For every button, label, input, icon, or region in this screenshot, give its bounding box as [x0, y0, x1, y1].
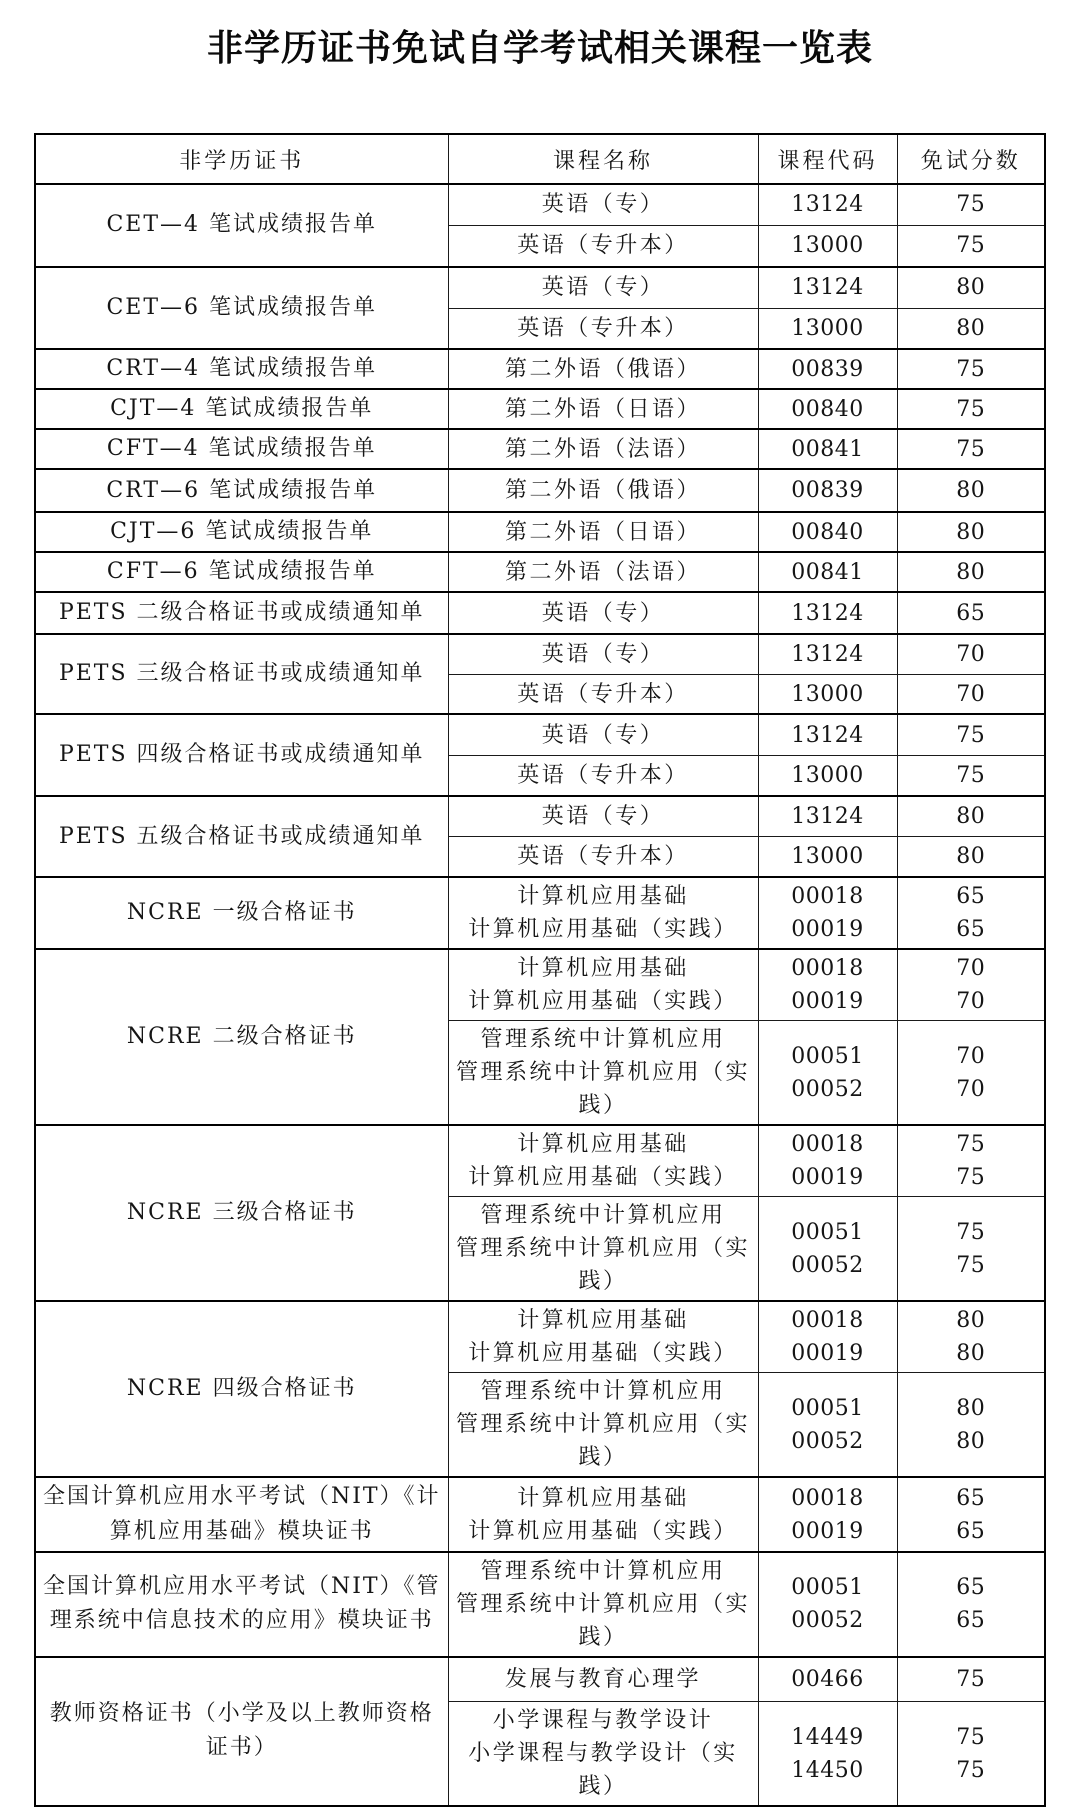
- course-name: 第二外语（法语）: [504, 559, 701, 585]
- course-name-cell: [448, 552, 758, 592]
- course-name-cell: [448, 755, 758, 796]
- course-code: 00018: [791, 884, 864, 910]
- course-code: 13000: [791, 681, 864, 707]
- exempt-score-cell: [897, 674, 1045, 714]
- course-name: 第二外语（法语）: [504, 436, 701, 462]
- course-code: 14449: [791, 1724, 864, 1750]
- course-name: 计算机应用基础: [517, 884, 689, 910]
- exempt-score-cell: [897, 877, 1045, 949]
- course-name: 小学课程与教学设计（实践）: [468, 1741, 738, 1800]
- course-code: 13000: [791, 763, 864, 789]
- table-row: [35, 877, 1045, 949]
- certificate-cell: 教师资格证书（小学及以上教师资格证书）: [35, 1657, 448, 1807]
- course-code-cell: [758, 796, 897, 836]
- exempt-score: 70: [956, 1043, 986, 1069]
- certificate-cell: CET—6 笔试成绩报告单: [35, 267, 448, 349]
- course-code: 00018: [791, 956, 864, 982]
- table-row: [35, 949, 1045, 1021]
- course-code-cell: [758, 1477, 897, 1551]
- course-name: 英语（专）: [541, 192, 665, 218]
- course-code-cell: [758, 225, 897, 267]
- course-name: 计算机应用基础: [517, 1485, 689, 1511]
- exempt-score-cell: [897, 267, 1045, 308]
- certificate-cell: NCRE 二级合格证书: [35, 949, 448, 1125]
- course-name: 计算机应用基础（实践）: [468, 1341, 738, 1367]
- course-code: 00466: [791, 1666, 864, 1692]
- course-name: 第二外语（俄语）: [504, 356, 701, 382]
- course-name-cell: [448, 1197, 758, 1302]
- exempt-score-cell: [897, 349, 1045, 389]
- certificate-cell: NCRE 一级合格证书: [35, 877, 448, 949]
- course-name: 英语（专升本）: [517, 681, 689, 707]
- course-name: 英语（专）: [541, 600, 665, 626]
- exempt-score-cell: [897, 225, 1045, 267]
- exempt-score: 65: [956, 884, 986, 910]
- exempt-score-cell: [897, 469, 1045, 512]
- course-code-cell: [758, 592, 897, 634]
- exempt-score: 80: [956, 1395, 986, 1421]
- exempt-score: 75: [956, 192, 986, 218]
- course-code-cell: [758, 836, 897, 877]
- course-code: 13000: [791, 844, 864, 870]
- exempt-score-cell: [897, 755, 1045, 796]
- exempt-score: 80: [956, 1428, 986, 1454]
- header-course-code: 课程代码: [758, 134, 897, 184]
- course-code-cell: [758, 469, 897, 512]
- exempt-score-cell: [897, 836, 1045, 877]
- course-name: 计算机应用基础: [517, 1132, 689, 1158]
- table-row: [35, 714, 1045, 755]
- exempt-score-cell: [897, 592, 1045, 634]
- certificate-cell: CJT—4 笔试成绩报告单: [35, 389, 448, 429]
- header-exempt-score: 免试分数: [897, 134, 1045, 184]
- certificate-cell: CRT—6 笔试成绩报告单: [35, 469, 448, 512]
- exempt-score: 75: [956, 722, 986, 748]
- course-code-cell: [758, 714, 897, 755]
- course-code-cell: [758, 1021, 897, 1126]
- exempt-score: 80: [956, 844, 986, 870]
- certificate-cell: PETS 四级合格证书或成绩通知单: [35, 714, 448, 796]
- course-name: 发展与教育心理学: [504, 1666, 701, 1692]
- course-name-cell: [448, 225, 758, 267]
- table-row: [35, 429, 1045, 469]
- course-code: 00840: [791, 396, 864, 422]
- course-code: 00019: [791, 917, 864, 943]
- course-code: 00018: [791, 1132, 864, 1158]
- course-name-cell: [448, 949, 758, 1021]
- course-code: 00019: [791, 1518, 864, 1544]
- certificate-cell: CJT—6 笔试成绩报告单: [35, 512, 448, 552]
- course-code-cell: [758, 877, 897, 949]
- certificate-cell: NCRE 四级合格证书: [35, 1301, 448, 1477]
- course-name: 英语（专）: [541, 722, 665, 748]
- course-code-cell: [758, 1197, 897, 1302]
- course-name-cell: [448, 1552, 758, 1657]
- exempt-score: 75: [956, 1666, 986, 1692]
- table-body: [35, 184, 1045, 1806]
- exempt-score: 70: [956, 956, 986, 982]
- exempt-score-cell: [897, 308, 1045, 349]
- course-code: 13000: [791, 233, 864, 259]
- table-row: [35, 389, 1045, 429]
- certificate-cell: CRT—4 笔试成绩报告单: [35, 349, 448, 389]
- certificate-cell: 全国计算机应用水平考试（NIT）《管理系统中信息技术的应用》模块证书: [35, 1552, 448, 1657]
- table-header-row: [35, 134, 1045, 184]
- course-name-cell: [448, 1657, 758, 1702]
- course-code: 13124: [791, 642, 864, 668]
- exempt-score-cell: [897, 429, 1045, 469]
- exempt-score-cell: [897, 1552, 1045, 1657]
- exempt-score-cell: [897, 1373, 1045, 1478]
- course-name-cell: [448, 674, 758, 714]
- page-title: 非学历证书免试自学考试相关课程一览表: [206, 27, 873, 69]
- course-name-cell: [448, 877, 758, 949]
- course-name-cell: [448, 592, 758, 634]
- header-certificate: 非学历证书: [35, 134, 448, 184]
- course-name: 计算机应用基础（实践）: [468, 1518, 738, 1544]
- course-name-cell: [448, 1373, 758, 1478]
- header-course-name: 课程名称: [448, 134, 758, 184]
- course-code-cell: [758, 755, 897, 796]
- exempt-score: 80: [956, 559, 986, 585]
- exempt-score: 70: [956, 681, 986, 707]
- table-row: [35, 796, 1045, 836]
- course-name: 管理系统中计算机应用（实践）: [455, 1412, 750, 1471]
- exempt-score-cell: [897, 1477, 1045, 1551]
- exempt-score: 75: [956, 436, 986, 462]
- course-name: 管理系统中计算机应用: [480, 1379, 726, 1405]
- course-name: 英语（专升本）: [517, 763, 689, 789]
- course-name: 计算机应用基础: [517, 1308, 689, 1334]
- exempt-score: 80: [956, 1308, 986, 1334]
- course-code-cell: [758, 1301, 897, 1373]
- course-name: 英语（专）: [541, 642, 665, 668]
- course-name: 第二外语（日语）: [504, 519, 701, 545]
- exempt-score: 75: [956, 1165, 986, 1191]
- course-code: 00841: [791, 436, 864, 462]
- course-name-cell: [448, 184, 758, 225]
- course-name: 管理系统中计算机应用（实践）: [455, 1591, 750, 1650]
- course-name: 计算机应用基础（实践）: [468, 1165, 738, 1191]
- exempt-score: 65: [956, 1608, 986, 1634]
- course-code: 13124: [791, 275, 864, 301]
- course-code-cell: [758, 552, 897, 592]
- exempt-score: 70: [956, 1076, 986, 1102]
- exempt-score-cell: [897, 1301, 1045, 1373]
- course-code-cell: [758, 674, 897, 714]
- certificate-cell: NCRE 三级合格证书: [35, 1125, 448, 1301]
- course-code-cell: [758, 184, 897, 225]
- course-code: 00019: [791, 989, 864, 1015]
- course-name-cell: [448, 512, 758, 552]
- course-name-cell: [448, 349, 758, 389]
- course-code: 14450: [791, 1757, 864, 1783]
- course-code-cell: [758, 1657, 897, 1702]
- table-row: [35, 469, 1045, 512]
- course-code: 13124: [791, 192, 864, 218]
- course-code: 00051: [791, 1395, 864, 1421]
- course-code: 13124: [791, 600, 864, 626]
- exempt-score: 75: [956, 1724, 986, 1750]
- course-code: 00052: [791, 1608, 864, 1634]
- course-name-cell: [448, 1477, 758, 1551]
- exempt-score-cell: [897, 714, 1045, 755]
- course-name: 管理系统中计算机应用: [480, 1203, 726, 1229]
- exempt-score: 80: [956, 315, 986, 341]
- course-name-cell: [448, 714, 758, 755]
- exempt-score: 65: [956, 1518, 986, 1544]
- course-code: 13124: [791, 804, 864, 830]
- certificate-cell: PETS 三级合格证书或成绩通知单: [35, 634, 448, 714]
- course-code-cell: [758, 949, 897, 1021]
- table-row: [35, 1301, 1045, 1373]
- course-code: 00052: [791, 1252, 864, 1278]
- course-code-cell: [758, 429, 897, 469]
- course-code-cell: [758, 267, 897, 308]
- certificate-cell: CFT—6 笔试成绩报告单: [35, 552, 448, 592]
- exemption-course-table: [34, 133, 1046, 1807]
- course-code: 00052: [791, 1428, 864, 1454]
- course-code-cell: [758, 349, 897, 389]
- certificate-cell: PETS 二级合格证书或成绩通知单: [35, 592, 448, 634]
- exempt-score: 75: [956, 1252, 986, 1278]
- exempt-score: 75: [956, 1132, 986, 1158]
- exempt-score: 70: [956, 989, 986, 1015]
- course-name-cell: [448, 1702, 758, 1807]
- exempt-score-cell: [897, 634, 1045, 674]
- exempt-score: 80: [956, 519, 986, 545]
- course-code: 00841: [791, 559, 864, 585]
- course-name: 第二外语（俄语）: [504, 478, 701, 504]
- exempt-score: 65: [956, 1485, 986, 1511]
- exempt-score-cell: [897, 796, 1045, 836]
- course-name: 英语（专）: [541, 804, 665, 830]
- exempt-score: 75: [956, 1219, 986, 1245]
- table-row: [35, 512, 1045, 552]
- certificate-cell: PETS 五级合格证书或成绩通知单: [35, 796, 448, 877]
- course-name: 小学课程与教学设计: [492, 1708, 714, 1734]
- table-row: [35, 634, 1045, 674]
- course-name: 英语（专升本）: [517, 233, 689, 259]
- table-row: [35, 1125, 1045, 1197]
- exempt-score-cell: [897, 949, 1045, 1021]
- table-row: [35, 267, 1045, 308]
- exempt-score-cell: [897, 1197, 1045, 1302]
- course-code-cell: [758, 634, 897, 674]
- course-name-cell: [448, 308, 758, 349]
- table-row: [35, 184, 1045, 225]
- course-name: 英语（专）: [541, 275, 665, 301]
- exempt-score-cell: [897, 1021, 1045, 1126]
- exempt-score: 65: [956, 917, 986, 943]
- certificate-cell: 全国计算机应用水平考试（NIT）《计算机应用基础》模块证书: [35, 1477, 448, 1551]
- course-code: 00051: [791, 1219, 864, 1245]
- course-name: 管理系统中计算机应用（实践）: [455, 1236, 750, 1295]
- course-code: 00052: [791, 1076, 864, 1102]
- course-code: 00019: [791, 1341, 864, 1367]
- table-row: [35, 1657, 1045, 1702]
- certificate-cell: CFT—4 笔试成绩报告单: [35, 429, 448, 469]
- exempt-score-cell: [897, 1657, 1045, 1702]
- course-name-cell: [448, 469, 758, 512]
- exempt-score: 75: [956, 1757, 986, 1783]
- exempt-score-cell: [897, 184, 1045, 225]
- exempt-score: 75: [956, 233, 986, 259]
- exempt-score-cell: [897, 1125, 1045, 1197]
- course-name-cell: [448, 796, 758, 836]
- course-name: 计算机应用基础: [517, 956, 689, 982]
- course-code: 00051: [791, 1575, 864, 1601]
- table-row: [35, 552, 1045, 592]
- course-code: 00019: [791, 1165, 864, 1191]
- course-name-cell: [448, 634, 758, 674]
- course-code-cell: [758, 1373, 897, 1478]
- table-row: [35, 349, 1045, 389]
- table-row: [35, 1477, 1045, 1551]
- course-code: 13124: [791, 722, 864, 748]
- course-code: 00051: [791, 1043, 864, 1069]
- exempt-score-cell: [897, 552, 1045, 592]
- course-name: 英语（专升本）: [517, 315, 689, 341]
- course-name: 第二外语（日语）: [504, 396, 701, 422]
- course-code: 00839: [791, 478, 864, 504]
- course-code: 13000: [791, 315, 864, 341]
- course-code-cell: [758, 1125, 897, 1197]
- course-name: 计算机应用基础（实践）: [468, 989, 738, 1015]
- exempt-score: 75: [956, 396, 986, 422]
- exempt-score-cell: [897, 389, 1045, 429]
- course-code-cell: [758, 389, 897, 429]
- course-name: 计算机应用基础（实践）: [468, 917, 738, 943]
- course-name-cell: [448, 389, 758, 429]
- course-code-cell: [758, 308, 897, 349]
- course-name-cell: [448, 836, 758, 877]
- exempt-score: 80: [956, 478, 986, 504]
- exempt-score: 80: [956, 1341, 986, 1367]
- exempt-score: 75: [956, 763, 986, 789]
- course-code: 00840: [791, 519, 864, 545]
- exempt-score: 65: [956, 600, 986, 626]
- course-code: 00018: [791, 1485, 864, 1511]
- exempt-score: 80: [956, 804, 986, 830]
- table-row: [35, 592, 1045, 634]
- course-code-cell: [758, 1702, 897, 1807]
- course-name: 管理系统中计算机应用: [480, 1027, 726, 1053]
- course-code: 00839: [791, 356, 864, 382]
- certificate-cell: CET—4 笔试成绩报告单: [35, 184, 448, 267]
- course-name-cell: [448, 429, 758, 469]
- table-row: [35, 1552, 1045, 1657]
- exempt-score: 80: [956, 275, 986, 301]
- exempt-score-cell: [897, 512, 1045, 552]
- course-code: 00018: [791, 1308, 864, 1334]
- exempt-score: 65: [956, 1575, 986, 1601]
- exempt-score: 70: [956, 642, 986, 668]
- course-name: 英语（专升本）: [517, 844, 689, 870]
- course-code-cell: [758, 512, 897, 552]
- course-name: 管理系统中计算机应用（实践）: [455, 1060, 750, 1119]
- exempt-score-cell: [897, 1702, 1045, 1807]
- course-code-cell: [758, 1552, 897, 1657]
- course-name-cell: [448, 1125, 758, 1197]
- exempt-score: 75: [956, 356, 986, 382]
- course-name-cell: [448, 267, 758, 308]
- course-name-cell: [448, 1021, 758, 1126]
- course-name-cell: [448, 1301, 758, 1373]
- course-name: 管理系统中计算机应用: [480, 1558, 726, 1584]
